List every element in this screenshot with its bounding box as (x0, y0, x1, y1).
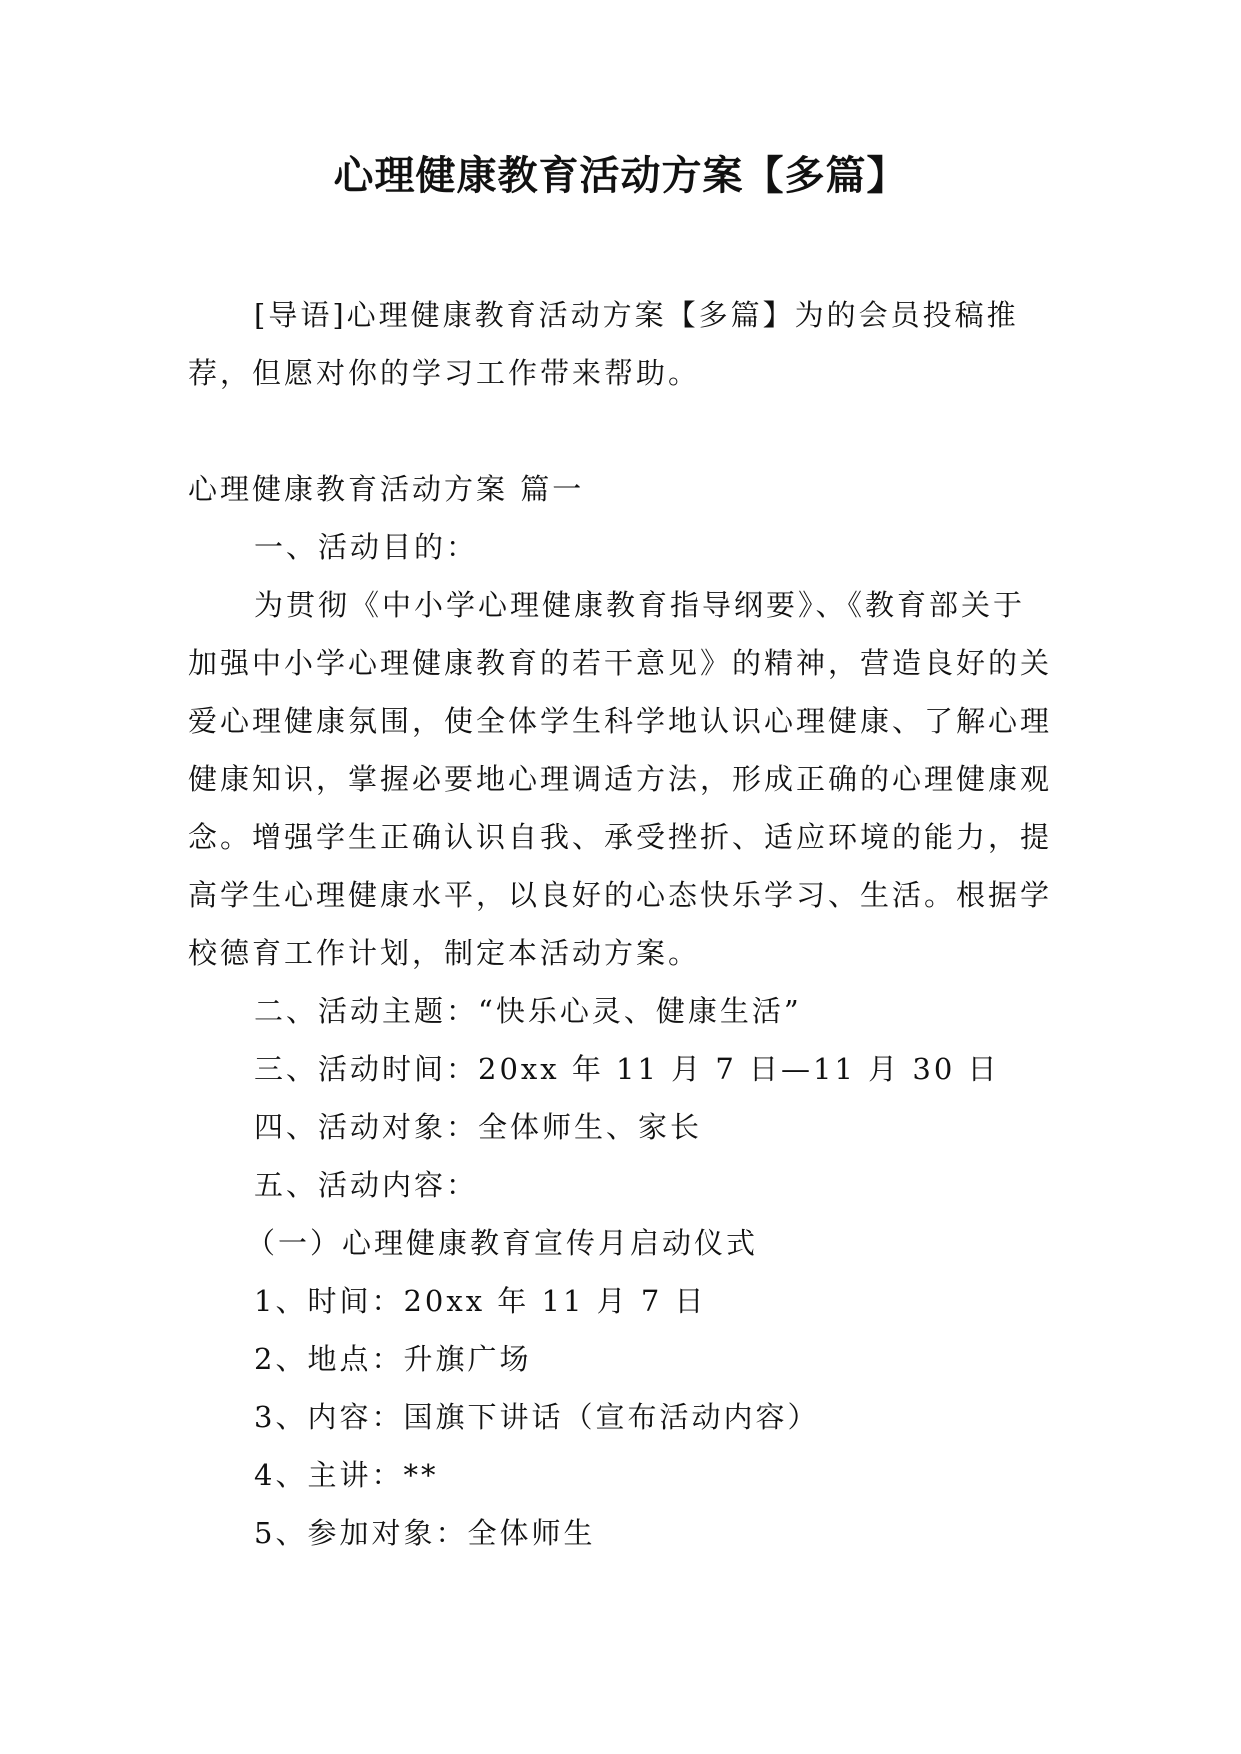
document-title: 心理健康教育活动方案【多篇】 (333, 152, 908, 199)
purpose-heading: 一、活动目的： (254, 530, 479, 564)
theme-line: 二、活动主题：“快乐心灵、健康生活” (254, 994, 802, 1028)
content-heading: 五、活动内容： (254, 1168, 479, 1202)
purpose-paragraph: 为贯彻《中小学心理健康教育指导纲要》、《教育部关于加强中小学心理健康教育的若干意见》的精神，营造良好的关爱心理健康氛围，使全体学生科学地认识心理健康、了解心理健康知识，掌握必要地心理调适方法，形成正确的心理健康观念。增强学生正确认识自我、承受挫折、适应环境的能力，提高学生心理健康水平，以良好的心态快乐学习、生活。根据学校德育工作计划，制定本活动方案。 (188, 588, 1053, 970)
target-line: 四、活动对象：全体师生、家长 (254, 1110, 703, 1144)
sub-heading: （一）心理健康教育宣传月启动仪式 (246, 1226, 759, 1260)
time-line: 三、活动时间：20xx 年 11 月 7 日—11 月 30 日 (254, 1052, 1000, 1086)
sub-item-content: 3、内容：国旗下讲话（宣布活动内容） (254, 1400, 820, 1434)
sub-item-participants: 5、参加对象：全体师生 (254, 1516, 596, 1550)
sub-item-place: 2、地点：升旗广场 (254, 1342, 532, 1376)
intro-block (188, 286, 1054, 402)
content-block (188, 460, 1054, 1562)
sub-item-time: 1、时间：20xx 年 11 月 7 日 (254, 1284, 707, 1318)
sub-item-speaker: 4、主讲：** (254, 1458, 439, 1492)
intro-paragraph: [导语]心理健康教育活动方案【多篇】为的会员投稿推荐，但愿对你的学习工作带来帮助。 (188, 298, 1019, 390)
section-heading: 心理健康教育活动方案 篇一 (188, 472, 585, 506)
